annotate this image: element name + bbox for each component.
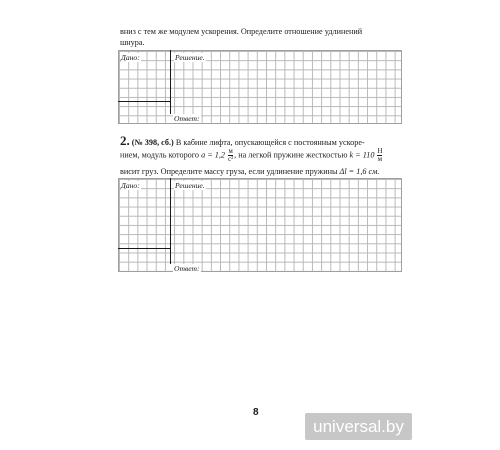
task-2-line-3 [120,166,379,178]
page-number: 8 [253,407,259,418]
task-2-text-1: В кабине лифта, опускающейся с постоянным ускоре- [175,138,365,147]
task-number: 2. [120,133,130,148]
solution-label-2: Решение. [175,181,205,190]
answer-grid-2 [118,178,402,272]
task-2-line-2 [120,148,383,163]
solution-label-1: Решение. [175,53,205,62]
acceleration-unit-numerator: м [228,148,233,155]
task-2-line-1 [120,135,365,149]
stiffness-unit-numerator: Н [377,148,383,155]
stiffness-unit [377,148,382,163]
task-2-text-2b: , на легкой пружине жесткостью [234,150,348,160]
stiffness-value: k = 110 [349,150,375,160]
answer-label-1: Ответ: [174,114,200,123]
given-divider-2 [170,178,171,264]
given-label-1: Дано: [121,53,140,62]
answer-label-2: Ответ: [174,264,200,273]
acceleration-unit [228,148,233,163]
prev-task-line-2: шнура. [120,38,145,47]
stiffness-unit-denominator: м [377,156,383,163]
acceleration-unit-denominator: с² [228,156,234,163]
task-2-text-2a: нием, модуль которого [120,150,200,160]
given-divider-1 [170,50,171,114]
prev-task-line-1: вниз с тем же модулем ускорения. Определите отношение удлинений [120,27,363,36]
answer-grid-1 [118,50,402,124]
watermark: universal.by [305,413,412,440]
given-separator-1 [118,101,171,102]
given-label-2: Дано: [121,181,140,190]
elongation-value: Δl = 1,6 см. [339,167,380,176]
task-2-text-3: висит груз. Определите массу груза, если удлинение пружины [120,167,338,176]
task-source: (№ 398, сб.) [131,138,174,147]
given-separator-2 [118,248,171,249]
acceleration-value: a = 1,2 [201,150,226,160]
